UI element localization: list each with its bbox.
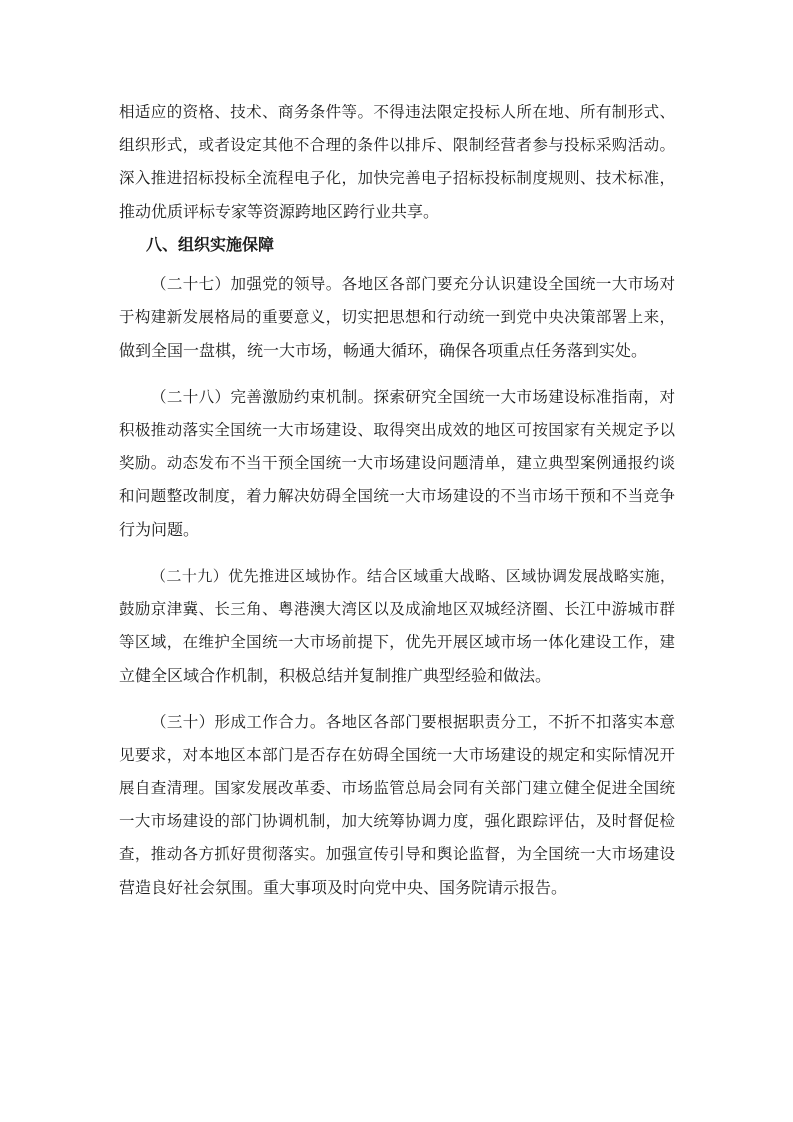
paragraph-line: 相适应的资格、技术、商务条件等。不得违法限定投标人所在地、所有制形式、 [119,103,675,121]
paragraph-line: 等区域，在维护全国统一大市场前提下，优先开展区域市场一体化建设工作，建 [119,633,675,651]
paragraph-line: （三十）形成工作合力。各地区各部门要根据职责分工，不折不扣落实本意 [151,713,675,731]
paragraph-line: 深入推进招标投标全流程电子化，加快完善电子招标投标制度规则、技术标准， [119,169,675,187]
paragraph-line: 奖励。动态发布不当干预全国统一大市场建设问题清单，建立典型案例通报约谈 [119,454,675,472]
paragraph-30 [119,706,675,904]
paragraph-28 [119,381,675,546]
intro-paragraph [119,96,675,228]
section-heading: 八、组织实施保障 [146,235,275,254]
paragraph-line: 展自查清理。国家发展改革委、市场监管总局会同有关部门建立健全促进全国统 [119,779,675,797]
paragraph-line: 推动优质评标专家等资源跨地区跨行业共享。 [119,202,440,221]
document-page [119,96,675,904]
paragraph-line: 营造良好社会氛围。重大事项及时向党中央、国务院请示报告。 [119,878,568,897]
paragraph-line: 一大市场建设的部门协调机制，加大统筹协调力度，强化跟踪评估，及时督促检 [119,812,675,830]
paragraph-line: 于构建新发展格局的重要意义，切实把思想和行动统一到党中央决策部署上来， [119,308,675,326]
paragraph-line: 和问题整改制度，着力解决妨碍全国统一大市场建设的不当市场干预和不当竞争 [119,487,675,505]
paragraph-27 [119,268,675,367]
paragraph-line: 积极推动落实全国统一大市场建设、取得突出成效的地区可按国家有关规定予以 [119,421,675,439]
paragraph-line: 组织形式，或者设定其他不合理的条件以排斥、限制经营者参与投标采购活动。 [119,136,675,154]
paragraph-line: 见要求，对本地区本部门是否存在妨碍全国统一大市场建设的规定和实际情况开 [119,746,675,764]
paragraph-line: 鼓励京津冀、长三角、粤港澳大湾区以及成渝地区双城经济圈、长江中游城市群 [119,600,675,618]
paragraph-line: 行为问题。 [119,520,200,539]
paragraph-line: （二十八）完善激励约束机制。探索研究全国统一大市场建设标准指南，对 [151,388,675,406]
paragraph-line: （二十七）加强党的领导。各地区各部门要充分认识建设全国统一大市场对 [151,275,675,293]
paragraph-29 [119,560,675,692]
paragraph-line: （二十九）优先推进区域协作。结合区域重大战略、区域协调发展战略实施， [151,567,675,585]
paragraph-line: 查，推动各方抓好贯彻落实。加强宣传引导和舆论监督，为全国统一大市场建设 [119,845,675,863]
paragraph-line: 立健全区域合作机制，积极总结并复制推广典型经验和做法。 [119,666,552,685]
paragraph-line: 做到全国一盘棋，统一大市场，畅通大循环，确保各项重点任务落到实处。 [119,341,648,360]
